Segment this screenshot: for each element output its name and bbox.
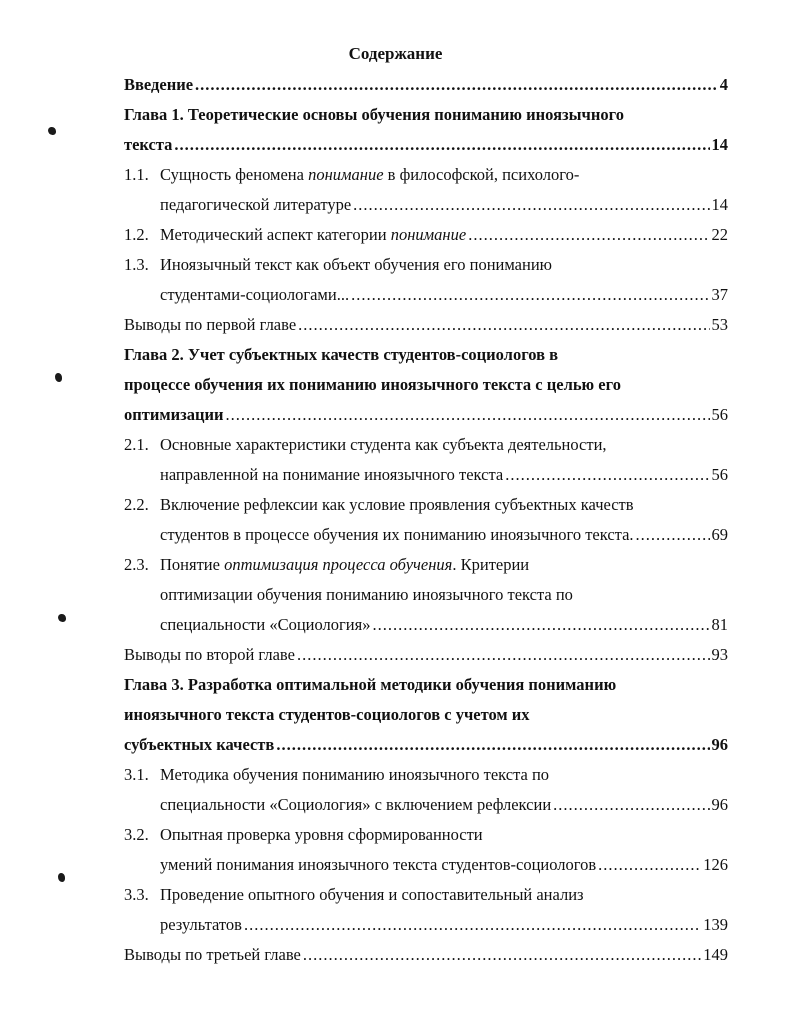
page-number: 37 [711, 285, 728, 304]
page-number: 14 [711, 195, 728, 214]
scan-speck [58, 873, 65, 882]
toc-entry-2-2-cont: студентов в процессе обучения их пониманию иноязычного текста. ..... 69 [124, 520, 728, 550]
page-number: 93 [711, 645, 728, 664]
toc-entry-1-2: 1.2. Методический аспект категории понимание ..... 22 [124, 220, 728, 250]
toc-entry-2-3-cont: оптимизации обучения пониманию иноязычного текста по [160, 585, 573, 604]
page-number: 96 [711, 735, 728, 754]
page-number: 14 [711, 135, 728, 154]
toc-entry-3-1-cont: специальности «Социология» с включением рефлексии ..... 96 [124, 790, 728, 820]
toc-entry-2-3: 2.3. Понятие оптимизация процесса обучения. Критерии [124, 555, 530, 574]
page-number: 81 [711, 615, 728, 634]
page-title: Содержание [348, 44, 443, 63]
toc-entry-conclusions-1: Выводы по первой главе ..... 53 [124, 310, 728, 340]
toc-entry-3-2-cont: умений понимания иноязычного текста студентов-социологов ..... 126 [124, 850, 728, 880]
toc-entry-conclusions-3: Выводы по третьей главе ..... 149 [124, 940, 728, 970]
scan-speck [55, 373, 62, 382]
toc-entry-2-3-cont2: специальности «Социология» ..... 81 [124, 610, 728, 640]
toc-entry-2-1-cont: направленной на понимание иноязычного текста ..... 56 [124, 460, 728, 490]
toc-entry-1-3-cont: студентами-социологами... ..... 37 [124, 280, 728, 310]
page-number: 4 [719, 75, 728, 94]
toc-entry-chapter-3: Глава 3. Разработка оптимальной методики обучения пониманию [124, 675, 617, 694]
toc-entry-chapter-1-cont: текста ..... 14 [124, 130, 728, 160]
toc-entry-chapter-2: Глава 2. Учет субъектных качеств студентов-социологов в [124, 345, 559, 364]
page-number: 56 [711, 405, 728, 424]
toc-entry-chapter-2-cont2: оптимизации ..... 56 [124, 400, 728, 430]
toc-entry-2-2: 2.2. Включение рефлексии как условие проявления субъектных качеств [124, 495, 634, 514]
toc-entry-1-1: 1.1. Сущность феномена понимание в философской, психолого- [124, 165, 580, 184]
page-number: 126 [703, 855, 728, 874]
toc-entry-chapter-1: Глава 1. Теоретические основы обучения пониманию иноязычного [124, 105, 624, 124]
page-number: 149 [703, 945, 728, 964]
toc-entry-chapter-3-cont2: субъектных качеств ..... 96 [124, 730, 728, 760]
toc-entry-1-1-cont: педагогической литературе ..... 14 [124, 190, 728, 220]
toc-entry-3-3-cont: результатов ..... 139 [124, 910, 728, 940]
page-number: 96 [711, 795, 728, 814]
toc-entry-3-1: 3.1. Методика обучения пониманию иноязычного текста по [124, 765, 550, 784]
toc-entry-3-3: 3.3. Проведение опытного обучения и сопоставительный анализ [124, 885, 584, 904]
page-number: 53 [711, 315, 728, 334]
toc-entry-2-1: 2.1. Основные характеристики студента как субъекта деятельности, [124, 435, 607, 454]
page-number: 139 [703, 915, 728, 934]
page-number: 69 [711, 525, 728, 544]
toc-entry-1-3: 1.3. Иноязычный текст как объект обучения его пониманию [124, 255, 552, 274]
toc-entry-chapter-2-cont: процессе обучения их пониманию иноязычного текста с целью его [124, 375, 621, 394]
scan-speck [48, 127, 56, 135]
toc-entry-intro: Введение ..... 4 [124, 70, 728, 100]
scan-speck [58, 614, 66, 622]
page-number: 56 [711, 465, 728, 484]
toc-entry-3-2: 3.2. Опытная проверка уровня сформированности [124, 825, 483, 844]
toc-entry-chapter-3-cont: иноязычного текста студентов-социологов с учетом их [124, 705, 530, 724]
page-number: 22 [711, 225, 728, 244]
toc-entry-conclusions-2: Выводы по второй главе ..... 93 [124, 640, 728, 670]
table-of-contents [124, 70, 728, 970]
